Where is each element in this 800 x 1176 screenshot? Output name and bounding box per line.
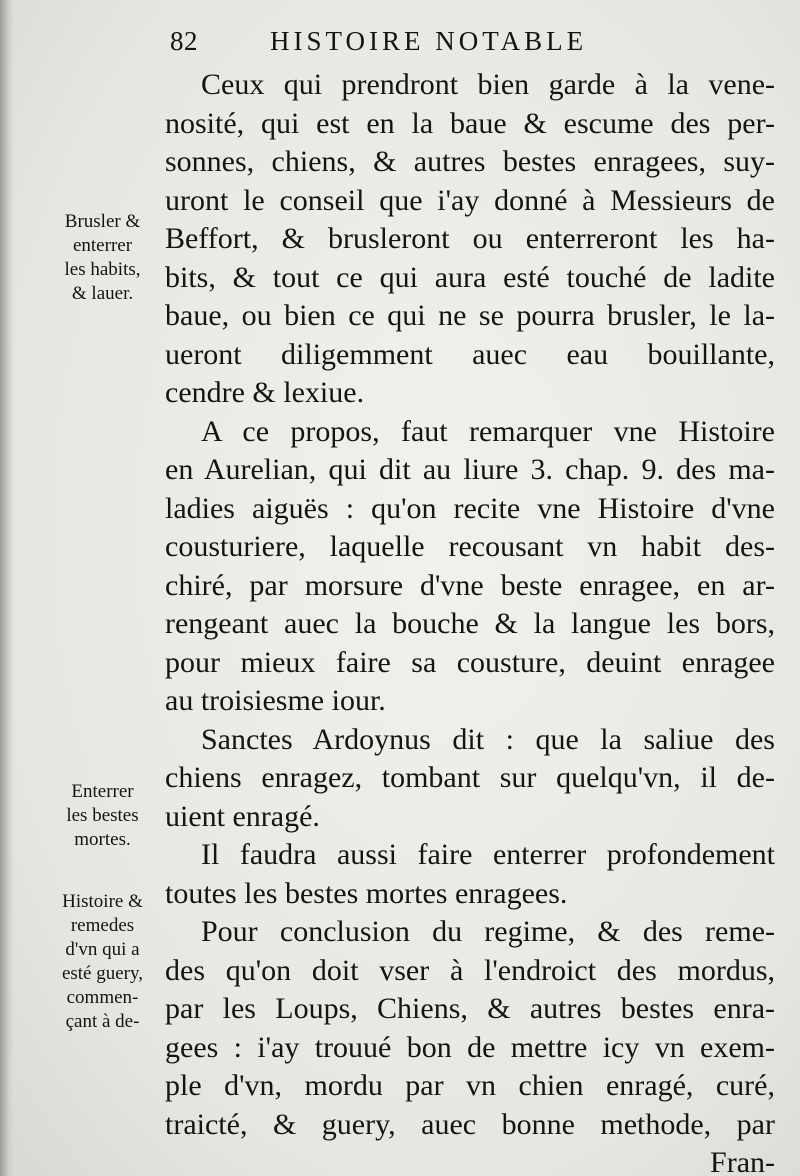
text-line: chiré, par morsure d'vne beste enragee, en ar- — [165, 568, 775, 602]
text-line: nosité, qui est en la baue & escume des per- — [165, 106, 775, 140]
text-line: ple d'vn, mordu par vn chien enragé, curé, — [165, 1069, 775, 1102]
text-line: traicté, & guery, auec bonne methode, par — [165, 1107, 775, 1141]
margin-note-line: les habits, — [64, 259, 141, 280]
text-line: baue, ou bien ce qui ne se pourra brusler, le la- — [165, 299, 775, 332]
running-title: HISTOIRE NOTABLE — [270, 26, 588, 56]
text-line: ueront diligemment auec eau bouillante, — [165, 337, 775, 371]
margin-note-burn-bury — [40, 210, 165, 306]
text-line: Il faudra aussi faire enterrer profondement — [201, 838, 775, 871]
text-line: par les Loups, Chiens, & autres bestes enra- — [165, 992, 775, 1025]
margin-note-line: Brusler & — [64, 211, 141, 232]
text-line: rengeant auec la bouche & la langue les bors, — [165, 607, 775, 640]
text-line: ladies aiguës : qu'on recite vne Histoire d'vne — [165, 491, 775, 525]
margin-note-line: commen- — [66, 987, 139, 1008]
margin-note-line: les bestes — [66, 805, 139, 826]
margin-note-line: esté guery, — [61, 963, 144, 984]
text-line: chiens enragez, tombant sur quelqu'vn, il de- — [165, 761, 775, 794]
margin-note-line: d'vn qui a — [65, 939, 140, 960]
text-line: uront le conseil que i'ay donné à Messieurs de — [165, 183, 775, 217]
text-line: Sanctes Ardoynus dit : que la saliue des — [201, 722, 775, 756]
page-gutter-shadow — [0, 0, 14, 1176]
text-line: Fran- — [710, 1146, 775, 1176]
margin-note-line: enterrer — [72, 235, 133, 256]
main-text-column — [165, 66, 775, 1176]
text-line: A ce propos, faut remarquer vne Histoire — [201, 414, 775, 448]
text-line: en Aurelian, qui dit au liure 3. chap. 9. des ma- — [165, 453, 775, 486]
text-line: Pour conclusion du regime, & des reme- — [201, 915, 775, 948]
page-number: 82 — [170, 26, 198, 56]
margin-note-line: Histoire & — [62, 891, 143, 912]
page-header — [170, 26, 770, 66]
text-line: au troisiesme iour. — [165, 684, 386, 717]
text-line: toutes les bestes mortes enragees. — [165, 876, 568, 910]
margin-note-line: çant à de- — [65, 1011, 140, 1032]
margin-note-line: Enterrer — [71, 781, 134, 802]
margin-note-bury-beasts — [40, 780, 165, 852]
margin-note-line: mortes. — [74, 829, 131, 850]
text-line: Ceux qui prendront bien garde à la vene- — [201, 68, 775, 101]
margin-note-line: remedes — [70, 915, 135, 936]
margin-note-history-remedies — [40, 890, 165, 1034]
text-line: pour mieux faire sa cousture, deuint enragee — [165, 645, 775, 679]
text-line: des qu'on doit vser à l'endroict des mordus, — [165, 953, 775, 987]
text-line: uient enragé. — [165, 799, 320, 833]
text-line: cousturiere, laquelle recousant vn habit des- — [165, 530, 775, 563]
margin-note-line: & lauer. — [71, 283, 134, 304]
text-line: cendre & lexiue. — [165, 376, 365, 409]
text-line: bits, & tout ce qui aura esté touché de ladite — [165, 260, 775, 294]
text-line: Beffort, & brusleront ou enterreront les ha- — [165, 222, 775, 255]
text-line: gees : i'ay trouué bon de mettre icy vn exem- — [165, 1030, 775, 1064]
text-line: sonnes, chiens, & autres bestes enragees, suy- — [165, 145, 775, 178]
